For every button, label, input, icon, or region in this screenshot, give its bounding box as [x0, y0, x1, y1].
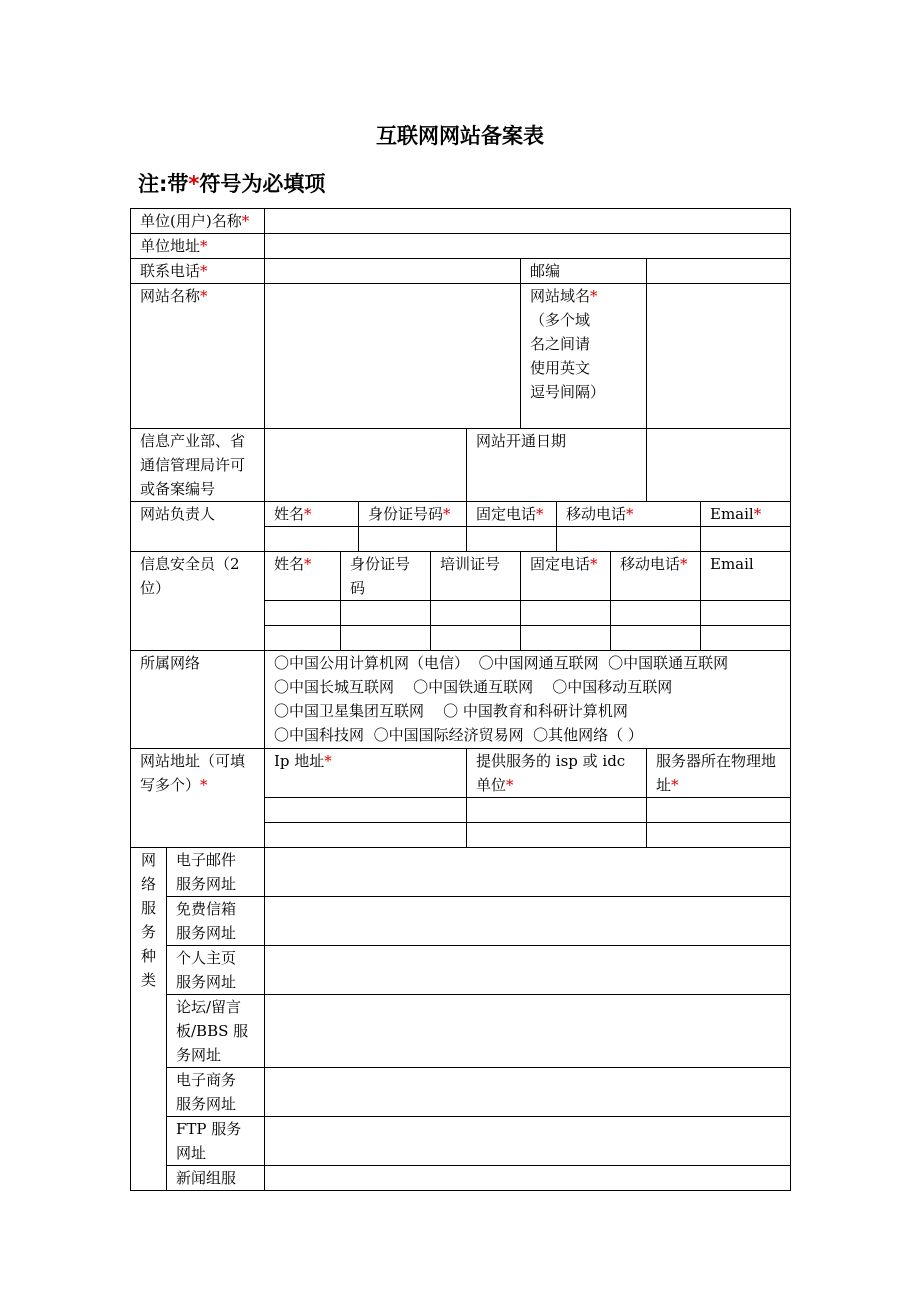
note-prefix: 注:带: [138, 172, 189, 196]
unit-name-field[interactable]: [265, 209, 791, 234]
service-bbs-field[interactable]: [265, 995, 791, 1068]
license-field[interactable]: [265, 429, 467, 502]
security-col-name: 姓名*: [265, 552, 341, 601]
radio-option[interactable]: 〇中国卫星集团互联网: [274, 702, 425, 720]
label-service-email: 电子邮件 服务网址: [167, 848, 265, 897]
label-service-types: 网 络 服 务 种 类: [131, 848, 167, 1191]
server-address-field-2[interactable]: [647, 823, 791, 848]
security-col-id: 身份证号 码: [341, 552, 431, 601]
security2-training-field[interactable]: [431, 626, 521, 651]
security2-name-field[interactable]: [265, 626, 341, 651]
row-unit-name: [131, 209, 791, 234]
security2-mobile-field[interactable]: [611, 626, 701, 651]
row-service-ecommerce: [131, 1068, 791, 1117]
radio-option[interactable]: 〇中国国际经济贸易网: [373, 726, 524, 744]
label-site-owner: 网站负责人: [131, 502, 265, 552]
owner-col-tel: 固定电话*: [467, 502, 557, 527]
security1-mobile-field[interactable]: [611, 601, 701, 626]
security2-email-field[interactable]: [701, 626, 791, 651]
radio-option[interactable]: 〇中国移动互联网: [552, 678, 673, 696]
label-open-date: 网站开通日期: [467, 429, 647, 502]
label-contact-phone: 联系电话*: [131, 259, 265, 284]
row-service-bbs: [131, 995, 791, 1068]
row-service-email: [131, 848, 791, 897]
label-security-officer: 信息安全员（2 位）: [131, 552, 265, 651]
label-service-free-mail: 免费信箱 服务网址: [167, 897, 265, 946]
label-network: 所属网络: [131, 651, 265, 749]
row-service-ftp: [131, 1117, 791, 1166]
owner-email-field[interactable]: [701, 527, 791, 552]
postcode-field[interactable]: [647, 259, 791, 284]
owner-col-mobile: 移动电话*: [557, 502, 701, 527]
isp-field-1[interactable]: [467, 798, 647, 823]
security-col-email: Email: [701, 552, 791, 601]
label-postcode: 邮编: [521, 259, 647, 284]
owner-col-name: 姓名*: [265, 502, 359, 527]
required-star: *: [188, 172, 200, 196]
row-license: [131, 429, 791, 502]
label-license: 信息产业部、省 通信管理局许可 或备案编号: [131, 429, 265, 502]
addr-col-server: 服务器所在物理地址*: [647, 749, 791, 798]
label-service-ecommerce: 电子商务 服务网址: [167, 1068, 265, 1117]
security2-id-field[interactable]: [341, 626, 431, 651]
row-service-newsgroup: [131, 1166, 791, 1191]
security-col-training: 培训证号: [431, 552, 521, 601]
security1-id-field[interactable]: [341, 601, 431, 626]
row-network: [131, 651, 791, 749]
security1-email-field[interactable]: [701, 601, 791, 626]
network-options: [265, 651, 791, 749]
row-service-homepage: [131, 946, 791, 995]
service-ecommerce-field[interactable]: [265, 1068, 791, 1117]
unit-address-field[interactable]: [265, 234, 791, 259]
label-site-domain: 网站域名* （多个域 名之间请 使用英文 逗号间隔）: [521, 284, 647, 429]
contact-phone-field[interactable]: [265, 259, 521, 284]
row-site-owner-header: [131, 502, 791, 527]
registration-form-table: [130, 208, 791, 1191]
isp-field-2[interactable]: [467, 823, 647, 848]
addr-col-ip: Ip 地址*: [265, 749, 467, 798]
site-domain-field[interactable]: [647, 284, 791, 429]
row-site-address-header: [131, 749, 791, 798]
label-site-address: 网站地址（可填 写多个）*: [131, 749, 265, 848]
security1-tel-field[interactable]: [521, 601, 611, 626]
page-title: 互联网网站备案表: [376, 124, 544, 148]
label-service-bbs: 论坛/留言 板/BBS 服 务网址: [167, 995, 265, 1068]
service-newsgroup-field[interactable]: [265, 1166, 791, 1191]
row-unit-address: [131, 234, 791, 259]
service-ftp-field[interactable]: [265, 1117, 791, 1166]
row-contact-phone: [131, 259, 791, 284]
label-service-homepage: 个人主页 服务网址: [167, 946, 265, 995]
row-security-header: [131, 552, 791, 601]
service-email-field[interactable]: [265, 848, 791, 897]
label-service-newsgroup: 新闻组服: [167, 1166, 265, 1191]
ip-field-2[interactable]: [265, 823, 467, 848]
ip-field-1[interactable]: [265, 798, 467, 823]
open-date-field[interactable]: [647, 429, 791, 502]
security-col-mobile: 移动电话*: [611, 552, 701, 601]
row-service-free-mail: [131, 897, 791, 946]
network-line-2: [274, 675, 790, 699]
site-name-field[interactable]: [265, 284, 521, 429]
server-address-field-1[interactable]: [647, 798, 791, 823]
radio-option[interactable]: 〇中国铁通互联网: [413, 678, 534, 696]
radio-option[interactable]: 〇中国联通互联网: [608, 654, 729, 672]
radio-option[interactable]: 〇中国科技网: [274, 726, 365, 744]
service-free-mail-field[interactable]: [265, 897, 791, 946]
radio-option[interactable]: 〇中国网通互联网: [478, 654, 599, 672]
owner-mobile-field[interactable]: [557, 527, 701, 552]
radio-option[interactable]: 〇 中国教育和科研计算机网: [443, 702, 628, 720]
radio-option[interactable]: 〇中国长城互联网: [274, 678, 395, 696]
network-line-1: [274, 651, 790, 675]
row-site-name: [131, 284, 791, 429]
owner-col-id: 身份证号码*: [359, 502, 467, 527]
label-unit-address: 单位地址*: [131, 234, 265, 259]
security1-training-field[interactable]: [431, 601, 521, 626]
service-homepage-field[interactable]: [265, 946, 791, 995]
label-service-ftp: FTP 服务 网址: [167, 1117, 265, 1166]
owner-id-field[interactable]: [359, 527, 467, 552]
required-note: [138, 168, 325, 200]
radio-option[interactable]: 〇其他网络（ ）: [533, 726, 643, 744]
network-line-3: [274, 699, 790, 723]
owner-col-email: Email*: [701, 502, 791, 527]
addr-col-isp: 提供服务的 isp 或 idc 单位*: [467, 749, 647, 798]
network-line-4: [274, 723, 790, 747]
security-col-tel: 固定电话*: [521, 552, 611, 601]
note-suffix: 符号为必填项: [199, 172, 326, 196]
owner-tel-field[interactable]: [467, 527, 557, 552]
owner-name-field[interactable]: [265, 527, 359, 552]
radio-option[interactable]: 〇中国公用计算机网（电信）: [274, 654, 470, 672]
label-unit-name: 单位(用户)名称*: [131, 209, 265, 234]
label-site-name: 网站名称*: [131, 284, 265, 429]
security1-name-field[interactable]: [265, 601, 341, 626]
security2-tel-field[interactable]: [521, 626, 611, 651]
